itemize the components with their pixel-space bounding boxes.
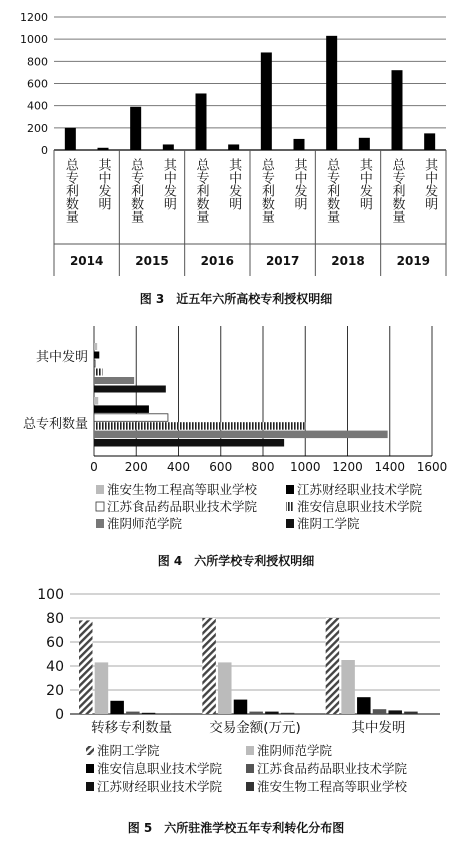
chart-title: 图 4 六所学校专利授权明细 bbox=[157, 554, 315, 568]
x-category-label: 2014 bbox=[69, 254, 104, 268]
y-tick-label: 20 bbox=[46, 683, 64, 699]
bar bbox=[326, 618, 340, 714]
legend-label: 淮阴工学院 bbox=[297, 516, 360, 531]
bar bbox=[94, 422, 305, 430]
bar bbox=[110, 701, 124, 714]
x-category-label: 交易金额(万元) bbox=[209, 720, 301, 736]
bar bbox=[359, 138, 370, 150]
bar bbox=[95, 662, 109, 714]
legend-swatch bbox=[286, 502, 294, 511]
legend-label: 淮阴师范学院 bbox=[257, 743, 333, 758]
bar bbox=[98, 148, 109, 150]
x-subcategory-label: 其中发明 bbox=[291, 158, 307, 210]
x-subcategory-label: 总专利数量 bbox=[258, 158, 274, 223]
x-tick-label: 1200 bbox=[332, 460, 363, 474]
bar bbox=[158, 713, 172, 714]
y-tick-label: 0 bbox=[41, 144, 48, 157]
x-category-label: 2017 bbox=[265, 254, 300, 268]
y-tick-label: 1200 bbox=[20, 11, 48, 24]
x-category-label: 其中发明 bbox=[351, 720, 406, 736]
legend-label: 江苏食品药品职业技术学院 bbox=[107, 499, 258, 514]
bar bbox=[357, 697, 371, 714]
legend-label: 淮安信息职业技术学院 bbox=[297, 499, 423, 514]
legend-swatch bbox=[246, 746, 254, 755]
x-subcategory-label: 其中发明 bbox=[422, 158, 438, 210]
bar bbox=[94, 439, 284, 447]
x-category-label: 2019 bbox=[396, 254, 431, 268]
legend-swatch bbox=[96, 502, 104, 511]
chart-title: 图 5 六所驻淮学校五年专利转化分布图 bbox=[127, 821, 345, 835]
bar bbox=[341, 660, 355, 714]
legend-label: 淮安生物工程高等职业学校 bbox=[107, 482, 258, 497]
x-tick-label: 800 bbox=[251, 460, 275, 474]
y-tick-label: 800 bbox=[27, 55, 48, 69]
legend-label: 淮阴工学院 bbox=[97, 743, 160, 758]
legend-swatch bbox=[96, 519, 104, 528]
bar bbox=[196, 93, 207, 150]
chart-title: 图 3 近五年六所高校专利授权明细 bbox=[139, 292, 333, 306]
bar bbox=[163, 144, 174, 150]
bar bbox=[424, 133, 435, 150]
legend-label: 江苏财经职业技术学院 bbox=[97, 779, 223, 794]
y-tick-label: 200 bbox=[27, 121, 48, 135]
legend-label: 江苏食品药品职业技术学院 bbox=[257, 761, 408, 776]
bar bbox=[234, 700, 248, 714]
legend-swatch bbox=[86, 764, 94, 773]
bar bbox=[94, 405, 149, 413]
legend-swatch bbox=[96, 485, 104, 494]
x-tick-label: 400 bbox=[167, 460, 190, 474]
x-subcategory-label: 总专利数量 bbox=[324, 158, 340, 223]
bar bbox=[94, 397, 98, 405]
bar bbox=[373, 709, 387, 714]
bar bbox=[94, 343, 97, 350]
legend-swatch bbox=[86, 746, 94, 755]
y-tick-label: 0 bbox=[55, 707, 64, 723]
bar bbox=[249, 712, 263, 714]
bar bbox=[94, 352, 99, 359]
y-tick-label: 60 bbox=[46, 635, 64, 651]
legend-label: 淮安生物工程高等职业学校 bbox=[257, 779, 408, 794]
x-subcategory-label: 总专利数量 bbox=[128, 158, 144, 223]
bar bbox=[261, 52, 272, 150]
x-tick-label: 0 bbox=[90, 460, 98, 474]
x-category-label: 2015 bbox=[135, 254, 169, 268]
bar bbox=[326, 36, 337, 150]
bar bbox=[281, 713, 295, 714]
bar bbox=[94, 414, 168, 422]
bar bbox=[388, 710, 402, 714]
x-tick-label: 600 bbox=[209, 460, 233, 474]
legend-swatch bbox=[286, 485, 294, 494]
x-category-label: 2018 bbox=[331, 254, 365, 268]
bar bbox=[94, 369, 102, 376]
x-category-label: 转移专利数量 bbox=[91, 720, 173, 736]
legend-swatch bbox=[246, 764, 254, 773]
x-tick-label: 1600 bbox=[416, 460, 448, 474]
legend-swatch bbox=[246, 782, 254, 791]
x-category-label: 2016 bbox=[200, 254, 235, 268]
bar bbox=[94, 431, 388, 439]
x-tick-label: 200 bbox=[124, 460, 148, 474]
x-subcategory-label: 总专利数量 bbox=[389, 158, 405, 223]
bar bbox=[218, 662, 232, 714]
x-subcategory-label: 其中发明 bbox=[95, 158, 111, 210]
x-subcategory-label: 其中发明 bbox=[160, 158, 176, 210]
legend-swatch bbox=[286, 519, 294, 528]
x-subcategory-label: 总专利数量 bbox=[193, 158, 209, 223]
bar bbox=[265, 712, 279, 714]
x-tick-label: 1400 bbox=[374, 460, 406, 474]
y-category-label: 其中发明 bbox=[35, 350, 88, 365]
bar bbox=[142, 713, 156, 714]
y-category-label: 总专利数量 bbox=[22, 417, 88, 432]
legend-label: 淮阴师范学院 bbox=[107, 516, 183, 531]
legend-swatch bbox=[86, 782, 94, 791]
y-tick-label: 600 bbox=[27, 77, 48, 91]
bar bbox=[294, 139, 305, 150]
bar bbox=[404, 712, 418, 714]
y-tick-label: 40 bbox=[46, 659, 64, 675]
bar bbox=[228, 144, 239, 150]
bar bbox=[126, 712, 140, 714]
bar bbox=[94, 360, 95, 367]
bar bbox=[94, 386, 166, 393]
y-tick-label: 1000 bbox=[20, 33, 48, 47]
y-tick-label: 100 bbox=[37, 587, 64, 603]
y-tick-label: 400 bbox=[27, 99, 48, 113]
bar bbox=[130, 107, 141, 150]
x-tick-label: 1000 bbox=[289, 460, 321, 474]
x-subcategory-label: 其中发明 bbox=[356, 158, 372, 210]
x-subcategory-label: 其中发明 bbox=[226, 158, 242, 210]
bar bbox=[65, 128, 76, 150]
legend-label: 淮安信息职业技术学院 bbox=[97, 761, 223, 776]
x-subcategory-label: 总专利数量 bbox=[62, 158, 78, 223]
legend-label: 江苏财经职业技术学院 bbox=[297, 482, 423, 497]
y-tick-label: 80 bbox=[46, 611, 64, 627]
bar bbox=[392, 70, 403, 150]
bar bbox=[94, 377, 134, 384]
bar bbox=[79, 620, 93, 714]
bar bbox=[202, 618, 216, 714]
